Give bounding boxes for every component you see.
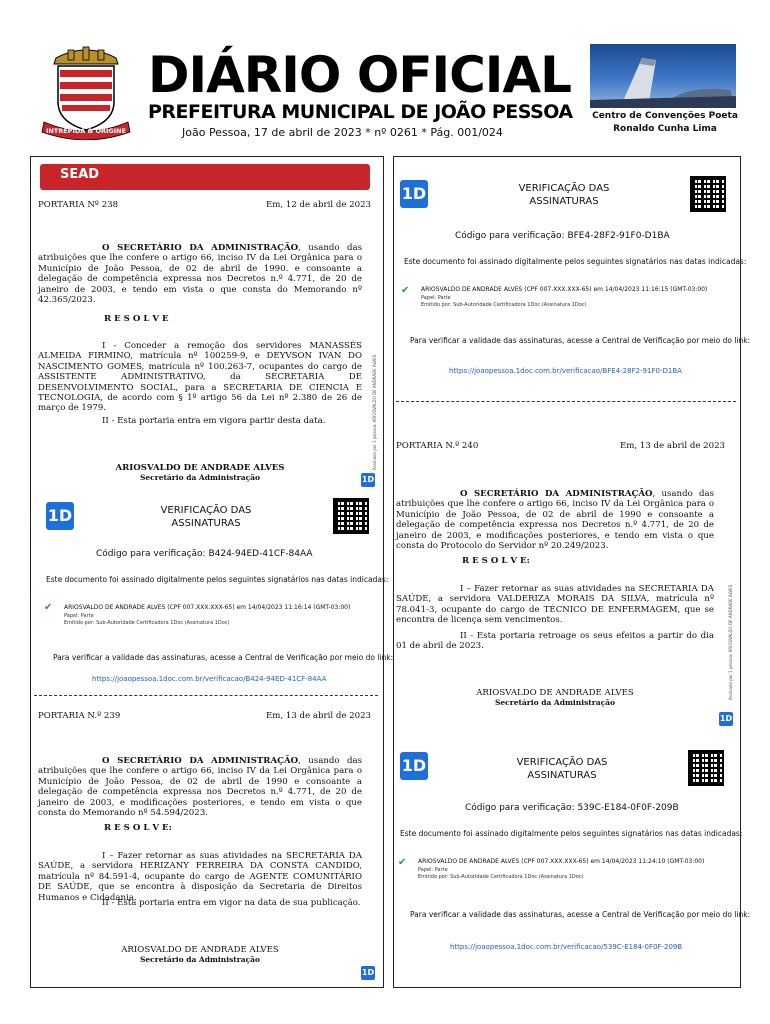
portaria-238-number: PORTARIA Nº 238 [38,200,119,210]
portaria-239-signer: ARIOSVALDO DE ANDRADE ALVES [121,945,279,955]
verification-2-role: Papel: Parte [421,295,451,301]
verification-3-role: Papel: Parte [418,867,448,873]
verification-1-link[interactable]: https://joaopessoa.1doc.com.br/verificacao/B424-94ED-41CF-84AA [92,675,327,683]
portaria-240-intro [396,489,714,551]
newspaper-subtitle: PREFEITURA MUNICIPAL DE JOÃO PESSOA [148,101,573,123]
portaria-240-item-2: II - Esta portaria retroage os seus efeitos a partir do dia 01 de abril de 2023. [396,631,714,652]
newspaper-title: DIÁRIO OFICIAL [148,46,571,104]
1doc-logo-icon: 1D [400,752,428,780]
photo-caption-line-1: Centro de Convenções Poeta [592,111,738,121]
portaria-238-intro-bold: O SECRETÁRIO DA ADMINISTRAÇÃO [102,243,299,253]
portaria-238-item-1: I - Conceder a remoção dos servidores MANASSÉS ALMEIDA FIRMINO, matrícula nº 100259-9, e DEYVSON IVAN DO NASCIMENTO GOMES, matrícula nº 100.263-7, ocupantes do cargo de ASSISTENTE ADMINISTRATIVO, da SECRETARIA DE DESENVOLVIMENTO SOCIAL, para a SECRETARIA DE CIENCIA E TECNOLOGIA, de acordo com § 1º artigo 56 da Lei nº 2.380 de 26 de março de 1979. [38,341,362,414]
portaria-240-resolve: R E S O L V E: [462,556,530,566]
convention-center-photo [590,44,736,108]
portaria-239-resolve: R E S O L V E: [104,823,172,833]
verification-3-code: Código para verificação: 539C-E184-0F0F-209B [465,803,679,813]
portaria-238-resolve: R E S O L V E [104,314,169,324]
vertical-signature-note: Assinado por 1 pessoa: ARIOSVALDO DE ANDRADE ALVES [728,584,733,700]
1doc-logo-icon: 1D [361,473,375,487]
divider-dashed [396,401,736,402]
check-icon: ✔ [398,857,407,868]
check-icon: ✔ [401,285,410,296]
portaria-240-item-1: I – Fazer retornar as suas atividades na SECRETARIA DA SAÚDE, a servidora VALDERIZA MORAIS DA SILVA, matrícula nº 78.041-3, ocupante do cargo de TÉCNICO DE ENFERMAGEM, que se encontra de licença sem vencimentos. [396,584,714,626]
portaria-239-item-1: I – Fazer retornar as suas atividades na SECRETARIA DA SAÚDE, a servidora HERIZANY FERREIRA DA CONSTA CANDIDO, matrícula nº 84.591-4, ocupante do cargo de AGENTE COMUNITÁRIO DE SAÚDE, que se encontra à disposição da Secretaria de Direitos Humanos e Cidadania. [38,851,362,903]
1doc-logo-icon: 1D [361,966,375,980]
verification-2-link[interactable]: https://joaopessoa.1doc.com.br/verificacao/BFE4-28F2-91F0-D1BA [449,367,682,375]
1doc-logo-icon: 1D [46,502,74,530]
portaria-240-number: PORTARIA N.º 240 [396,441,479,451]
coat-motto: INTREPIDA & ORIGINE [45,127,127,135]
verification-2-instructions: Para verificar a validade das assinaturas, acesse a Central de Verificação por meio do link: [410,336,751,345]
portaria-240-date: Em, 13 de abril de 2023 [620,441,726,451]
photo-caption-line-2: Ronaldo Cunha Lima [613,124,717,134]
1doc-logo-icon: 1D [719,712,733,726]
verification-3-statement: Este documento foi assinado digitalmente pelos seguintes signatários nas datas indicadas: [400,829,743,838]
vertical-signature-note: Assinado por 1 pessoa: ARIOSVALDO DE ANDRADE ALVES [372,354,377,470]
portaria-239-signer-role: Secretário da Administração [139,955,260,964]
portaria-239-date: Em, 13 de abril de 2023 [266,711,372,721]
section-label: SEAD [60,167,100,182]
portaria-240-intro-bold: O SECRETÁRIO DA ADMINISTRAÇÃO [460,489,653,499]
photo-caption [590,110,740,136]
verification-3-signer: ARIOSVALDO DE ANDRADE ALVES (CPF 007.XXX.XXX-65) em 14/04/2023 11:24:10 (GMT-03:00) [418,858,705,865]
portaria-240-intro-text: , usando das atribuições que lhe confere o artigo 66, inciso IV da Lei Orgânica para o Município de João Pessoa, de 02 de abril de 1990 e consoante a delegação de competência expressa nos Decretos n.º 4.771, de 20 de janeiro de 2003, e modificações posteriores, e tendo em vista o que consta do Protocolo do Servidor nº 20.249/2023. [396,489,714,552]
portaria-239-intro-bold: O SECRETÁRIO DA ADMINISTRAÇÃO [102,756,299,766]
portaria-240-signer-role: Secretário da Administração [494,698,615,707]
portaria-239-item-2: II - Esta portaria entra em vigor na data de sua publicação. [102,898,361,908]
qr-code-icon [690,176,726,212]
portaria-240-signer: ARIOSVALDO DE ANDRADE ALVES [476,688,634,698]
verification-2-statement: Este documento foi assinado digitalmente pelos seguintes signatários nas datas indicadas: [404,257,747,266]
portaria-238-signer: ARIOSVALDO DE ANDRADE ALVES [115,463,285,473]
portaria-238-signer-role: Secretário da Administração [139,473,260,482]
portaria-239-number: PORTARIA N.º 239 [38,711,121,721]
verification-3-instructions: Para verificar a validade das assinaturas, acesse a Central de Verificação por meio do link: [410,910,751,919]
verification-2-code: Código para verificação: BFE4-28F2-91F0-D1BA [455,231,670,241]
1doc-logo-icon: 1D [400,180,428,208]
portaria-238-intro-text: , usando das atribuições que lhe confere o artigo 66, inciso IV da Lei Orgânica para o Município de João Pessoa, de 02 de abril de 1990. e consoante a delegação de competência expressa nos Decretos n.º 4.771, de 20 de janeiro de 2003, e tendo em vista o que consta do Memorando nº 42.365/2023. [38,243,362,306]
portaria-238-intro [38,243,362,305]
qr-code-icon [688,750,724,786]
check-icon: ✔ [44,602,53,613]
verification-1-issuer: Emitido por: Sub-Autoridade Certificadora 1Doc (Assinatura 1Doc) [64,620,230,626]
verification-2-issuer: Emitido por: Sub-Autoridade Certificadora 1Doc (Assinatura 1Doc) [421,302,587,308]
portaria-238-date: Em, 12 de abril de 2023 [266,200,372,210]
issue-dateline: João Pessoa, 17 de abril de 2023 * nº 0261 * Pág. 001/024 [182,126,503,139]
verification-1-role: Papel: Parte [64,613,94,619]
portaria-238-item-2: II - Esta portaria entra em vigora partir desta data. [102,416,326,426]
verification-3-issuer: Emitido por: Sub-Autoridade Certificadora 1Doc (Assinatura 1Doc) [418,874,584,880]
verification-1-signer: ARIOSVALDO DE ANDRADE ALVES (CPF 007.XXX.XXX-65) em 14/04/2023 11:16:14 (GMT-03:00) [64,604,351,611]
verification-1-instructions: Para verificar a validade das assinaturas, acesse a Central de Verificação por meio do link: [53,653,394,662]
coat-of-arms-icon [38,44,134,140]
portaria-239-intro [38,756,362,818]
verification-2-title: VERIFICAÇÃO DAS ASSINATURAS [518,183,610,207]
verification-3-link[interactable]: https://joaopessoa.1doc.com.br/verificacao/539C-E184-0F0F-209B [450,943,683,951]
verification-1-code: Código para verificação: B424-94ED-41CF-84AA [96,549,313,559]
verification-1-title: VERIFICAÇÃO DAS ASSINATURAS [160,505,252,529]
portaria-239-intro-text: , usando das atribuições que lhe confere o artigo 66, inciso IV da Lei Orgânica para o Município de João Pessoa, de 02 de abril de 1990 e consoante a delegação de competência expressa nos Decretos n.º 4.771, de 20 de janeiro de 2003, e modificações posteriores, e tendo em vista o que consta do Memorando nº 54.594/2023. [38,756,362,819]
divider-dashed [34,695,378,696]
verification-3-title: VERIFICAÇÃO DAS ASSINATURAS [516,757,608,781]
qr-code-icon [333,498,369,534]
verification-1-statement: Este documento foi assinado digitalmente pelos seguintes signatários nas datas indicadas: [46,575,389,584]
verification-2-signer: ARIOSVALDO DE ANDRADE ALVES (CPF 007.XXX.XXX-65) em 14/04/2023 11:16:15 (GMT-03:00) [421,286,708,293]
